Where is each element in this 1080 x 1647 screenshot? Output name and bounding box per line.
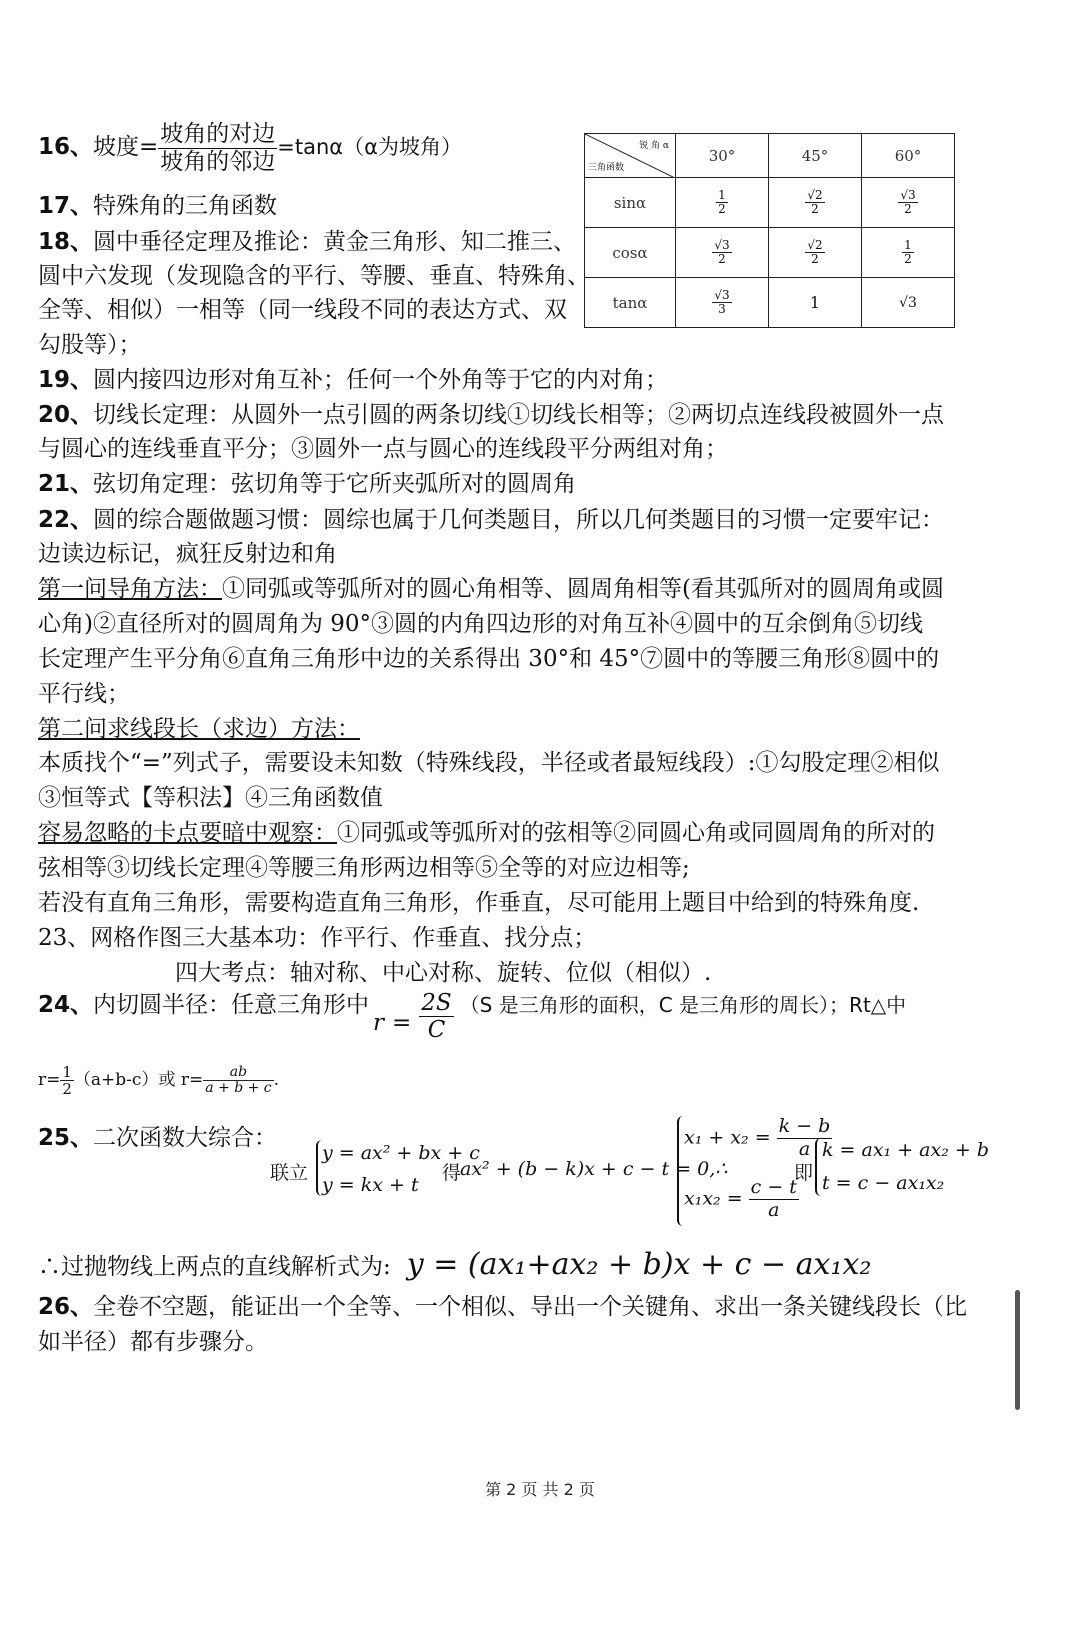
cell-den: 2	[718, 202, 726, 216]
item-text: 圆的综合题做题习惯：圆综也属于几何类题目，所以几何类题目的习惯一定要牢记：	[93, 507, 945, 533]
equals-sign: =	[392, 1010, 412, 1036]
item-24-tail: （S 是三角形的面积，C 是三角形的周长）；Rt△中	[459, 993, 907, 1017]
fraction-denominator: 2	[62, 1080, 72, 1098]
table-row	[585, 278, 955, 328]
cell-num: √3	[714, 237, 730, 252]
item-text: 切线长定理：从圆外一点引圆的两条切线①切线长相等；②两切点连线段被圆外一点	[93, 402, 945, 428]
item-num: 19、	[38, 367, 94, 393]
item-24-line-1	[38, 990, 906, 1050]
row-name: tanα	[585, 278, 676, 328]
cell-num: 1	[904, 237, 912, 252]
item-26-line-1	[38, 1292, 967, 1322]
vieta-sum	[684, 1116, 832, 1161]
radius-symbol: r	[373, 1010, 385, 1036]
item-23-line-1	[38, 923, 596, 953]
vieta-product-lhs: x₁x₂ =	[684, 1187, 743, 1210]
combined-equation: ax² + (b − k)x + c − t = 0,∴	[460, 1158, 728, 1180]
fraction-numerator: 2S	[421, 990, 452, 1016]
q2-line-2: ③恒等式【等积法】④三角函数值	[38, 785, 383, 811]
cell-den: 3	[718, 302, 726, 316]
item-17	[38, 191, 277, 221]
table-cell	[676, 178, 769, 228]
item-text: 网格作图三大基本功：作平行、作垂直、找分点；	[90, 925, 597, 951]
cell-num: √3	[714, 287, 730, 302]
line-formula: y = (ax₁+ax₂ + b)x + c − ax₁x₂	[406, 1247, 872, 1282]
table-header: 30°	[676, 134, 769, 178]
item-num: 21、	[38, 471, 94, 497]
item-num: 17、	[38, 193, 94, 219]
ji-label: 即	[794, 1162, 814, 1184]
vieta-sum-lhs: x₁ + x₂ =	[684, 1126, 771, 1149]
item-text: 弦切角定理：弦切角等于它所夹弧所对的圆周角	[93, 471, 577, 497]
easy-label: 容易忽略的卡点要暗中观察：	[38, 820, 337, 846]
item-num: 20、	[38, 402, 94, 428]
item-16-tail: =tanα（α为坡角）	[277, 135, 462, 159]
easy-text: ①同弧或等弧所对的弦相等②同圆心角或同圆周角的所对的	[337, 820, 935, 846]
vieta-product-fraction	[749, 1177, 799, 1222]
de-label: 得	[442, 1162, 462, 1184]
q2-line-1: 本质找个“=”列式子，需要设未知数（特殊线段，半径或者最短线段）:①勾股定理②相似	[38, 750, 940, 776]
scrollbar[interactable]	[1015, 1290, 1020, 1410]
item-18-line-3: 全等、相似）一相等（同一线段不同的表达方式、双	[38, 297, 567, 323]
fraction-numerator: 坡角的对边	[160, 121, 276, 148]
trig-table	[584, 133, 955, 328]
q1-line-4: 平行线；	[38, 681, 130, 707]
item-24-end: .	[273, 1070, 280, 1090]
item-num: 25、	[38, 1125, 94, 1151]
table-row	[585, 178, 955, 228]
fraction-denominator: 坡角的邻边	[160, 148, 276, 175]
item-num: 26、	[38, 1294, 94, 1320]
fraction-numerator: ab	[203, 1065, 273, 1081]
item-text: 圆中垂径定理及推论：黄金三角形、知二推三、	[93, 229, 577, 255]
corner-top-label: 锐 角 α	[639, 141, 669, 151]
item-20-line-2: 与圆心的连线垂直平分；③圆外一点与圆心的连线段平分两组对角；	[38, 436, 728, 462]
item-num: 18、	[38, 229, 94, 255]
equation-1: y = ax² + bx + c	[322, 1142, 480, 1164]
k-equation: k = ax₁ + ax₂ + b	[822, 1139, 989, 1161]
vieta-product	[684, 1177, 799, 1222]
fraction-denominator: a	[798, 1137, 811, 1160]
q1-text: ①同弧或等弧所对的圆心角相等、圆周角相等(看其弧所对的圆周角或圆	[222, 576, 944, 602]
item-16-lead: 坡度=	[93, 134, 159, 160]
ab-fraction	[203, 1065, 273, 1097]
item-num: 22、	[38, 507, 94, 533]
fraction-numerator: k − b	[778, 1115, 831, 1137]
q2-label: 第二问求线段长（求边）方法：	[38, 716, 360, 742]
lianli-label: 联立	[270, 1162, 309, 1184]
item-22-line-1	[38, 505, 944, 535]
table-cell	[862, 178, 955, 228]
item-text: 全卷不空题，能证出一个全等、一个相似、导出一个关键角、求出一条关键线段长（比	[93, 1294, 968, 1320]
table-cell	[769, 178, 862, 228]
item-18-line-4: 勾股等）；	[38, 332, 142, 358]
row-name: cosα	[585, 228, 676, 278]
t-equation: t = c − ax₁x₂	[822, 1172, 945, 1194]
item-num: 23、	[38, 925, 91, 951]
q1-line-3: 长定理产生平分角⑥直角三角形中边的关系得出 30°和 45°⑦圆中的等腰三角形⑧圆中的	[38, 646, 940, 672]
page-footer: 第 2 页 共 2 页	[485, 1480, 595, 1499]
table-cell: √3	[862, 278, 955, 328]
item-24-mid: （a+b-c）或 r=	[73, 1070, 204, 1090]
q1-label: 第一问导角方法：	[38, 576, 222, 602]
item-num: 16、	[38, 134, 94, 160]
inradius-fraction	[419, 990, 453, 1044]
item-text: 圆内接四边形对角互补；任何一个外角等于它的内对角；	[93, 367, 669, 393]
corner-bottom-label: 三角函数	[588, 163, 625, 173]
item-18-line-2: 圆中六发现（发现隐含的平行、等腰、垂直、特殊角、	[38, 263, 590, 289]
cell-num: 1	[718, 187, 726, 202]
q1-line-2: 心角)②直径所对的圆周角为 90°③圆的内角四边形的对角互补④圆中的互余倒角⑤切线	[38, 611, 924, 637]
item-21	[38, 469, 576, 499]
fraction-denominator: a + b + c	[205, 1080, 272, 1096]
cell-den: 2	[811, 252, 819, 266]
item-18-line-1	[38, 227, 576, 257]
item-text: 二次函数大综合：	[93, 1125, 278, 1151]
item-23-line-2: 四大考点：轴对称、中心对称、旋转、位似（相似）.	[175, 960, 712, 986]
half-fraction	[60, 1064, 74, 1098]
item-25-label	[38, 1123, 277, 1153]
table-cell	[676, 228, 769, 278]
line-result	[38, 1240, 871, 1290]
cell-den: 2	[904, 252, 912, 266]
cell-num: √2	[807, 187, 823, 202]
table-header: 60°	[862, 134, 955, 178]
fraction-numerator: 1	[62, 1062, 72, 1081]
item-text: 特殊角的三角函数	[93, 193, 278, 219]
easy-line-2: 弦相等③切线长定理④等腰三角形两边相等⑤全等的对应边相等;	[38, 855, 690, 881]
q1-line-1	[38, 574, 944, 604]
item-num: 24、	[38, 992, 94, 1018]
cell-den: 2	[811, 202, 819, 216]
slope-fraction	[158, 121, 277, 175]
cell-den: 2	[718, 252, 726, 266]
item-22-line-2: 边读边标记，疯狂反射边和角	[38, 541, 337, 567]
easy-line-3: 若没有直角三角形，需要构造直角三角形，作垂直，尽可能用上题目中给到的特殊角度.	[38, 890, 920, 916]
table-header: 45°	[769, 134, 862, 178]
row-name: sinα	[585, 178, 676, 228]
fraction-denominator: a	[768, 1198, 780, 1221]
item-24-line-2	[38, 1058, 279, 1102]
equation-2: y = kx + t	[322, 1174, 419, 1196]
fraction-numerator: c − t	[750, 1176, 797, 1198]
item-26-line-2: 如半径）都有步骤分。	[38, 1329, 268, 1355]
item-24-lead: 内切圆半径：任意三角形中	[93, 992, 370, 1018]
item-19	[38, 365, 668, 395]
line-result-lead: ∴过抛物线上两点的直线解析式为:	[38, 1254, 391, 1280]
table-cell: 1	[769, 278, 862, 328]
easy-line-1	[38, 818, 935, 848]
item-16	[38, 117, 462, 177]
fraction-denominator: C	[427, 1017, 446, 1044]
table-cell	[676, 278, 769, 328]
item-20-line-1	[38, 400, 944, 430]
table-cell	[862, 228, 955, 278]
r-equals: r=	[38, 1070, 61, 1090]
table-cell	[769, 228, 862, 278]
cell-den: 2	[904, 202, 912, 216]
cell-num: √3	[900, 187, 916, 202]
table-corner-cell	[585, 134, 676, 178]
table-row	[585, 228, 955, 278]
cell-num: √2	[807, 237, 823, 252]
